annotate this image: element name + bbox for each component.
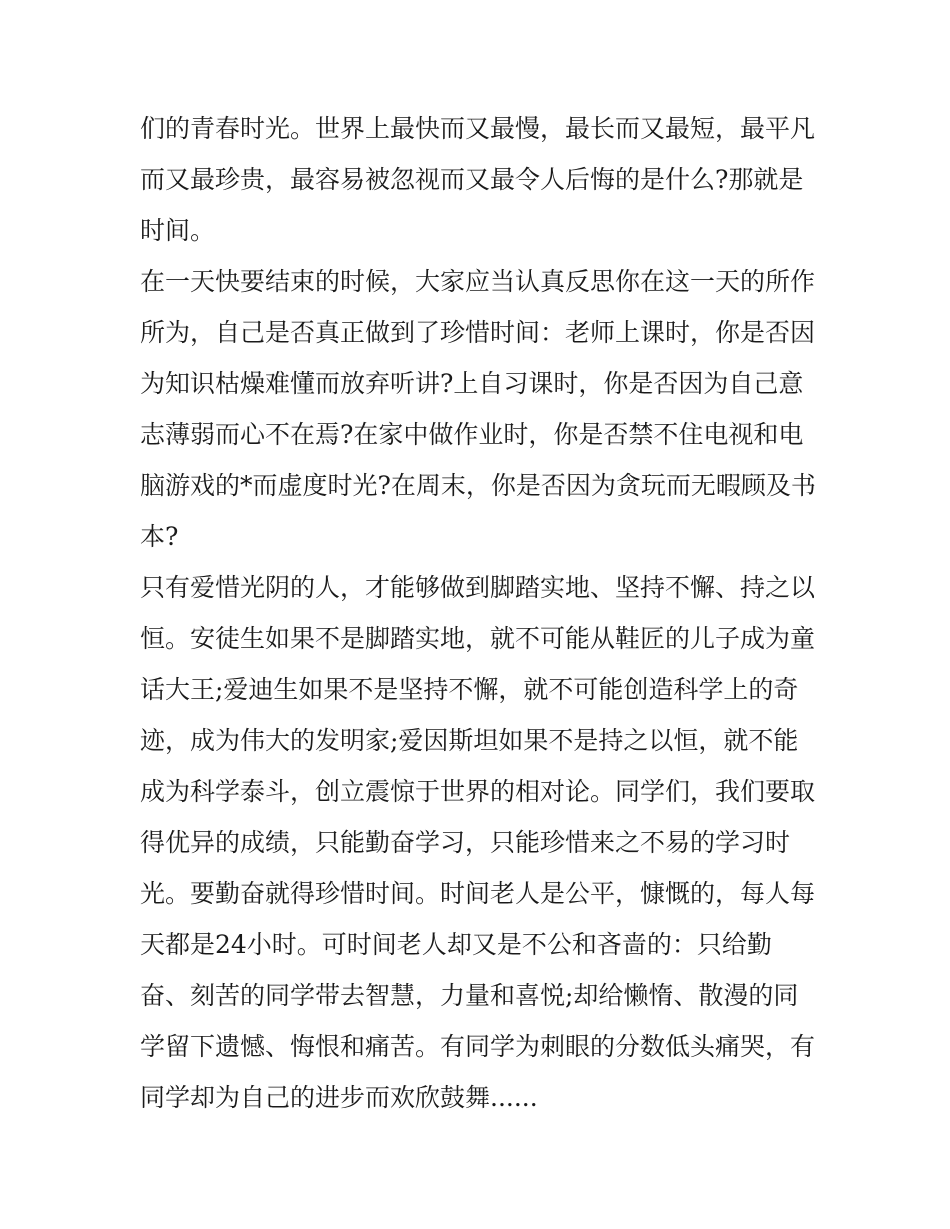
text-line: 本? bbox=[140, 522, 179, 551]
body-text bbox=[140, 103, 820, 1123]
text-line: 在一天快要结束的时候，大家应当认真反思你在这一天的所作 bbox=[140, 267, 816, 296]
text-line: 志薄弱而心不在焉?在家中做作业时，你是否禁不住电视和电 bbox=[140, 420, 804, 449]
text-line: 恒。安徒生如果不是脚踏实地，就不可能从鞋匠的儿子成为童 bbox=[140, 624, 816, 653]
text-line: 成为科学泰斗，创立震惊于世界的相对论。同学们，我们要取 bbox=[140, 777, 816, 806]
text-line: 为知识枯燥难懂而放弃听讲?上自习课时，你是否因为自己意 bbox=[140, 369, 804, 398]
text-line: 所为，自己是否真正做到了珍惜时间：老师上课时，你是否因 bbox=[140, 318, 816, 347]
text-line: 同学却为自己的进步而欢欣鼓舞...... bbox=[140, 1083, 538, 1112]
text-line: 而又最珍贵，最容易被忽视而又最令人后悔的是什么?那就是 bbox=[140, 165, 804, 194]
text-line: 天都是24小时。可时间老人却又是不公和吝啬的：只给勤 bbox=[140, 930, 772, 959]
text-line: 学留下遗憾、悔恨和痛苦。有同学为刺眼的分数低头痛哭，有 bbox=[140, 1032, 816, 1061]
text-line: 奋、刻苦的同学带去智慧，力量和喜悦;却给懒惰、散漫的同 bbox=[140, 981, 799, 1010]
text-line: 得优异的成绩，只能勤奋学习，只能珍惜来之不易的学习时 bbox=[140, 828, 791, 857]
text-line: 脑游戏的*而虚度时光?在周末，你是否因为贪玩而无暇顾及书 bbox=[140, 471, 816, 500]
text-line: 只有爱惜光阴的人，才能够做到脚踏实地、坚持不懈、持之以 bbox=[140, 573, 816, 602]
text-line: 光。要勤奋就得珍惜时间。时间老人是公平，慷慨的，每人每 bbox=[140, 879, 816, 908]
text-line: 话大王;爱迪生如果不是坚持不懈，就不可能创造科学上的奇 bbox=[140, 675, 799, 704]
text-line: 们的青春时光。世界上最快而又最慢，最长而又最短，最平凡 bbox=[140, 114, 816, 143]
text-line: 时间。 bbox=[140, 216, 216, 245]
text-line: 迹，成为伟大的发明家;爱因斯坦如果不是持之以恒，就不能 bbox=[140, 726, 799, 755]
